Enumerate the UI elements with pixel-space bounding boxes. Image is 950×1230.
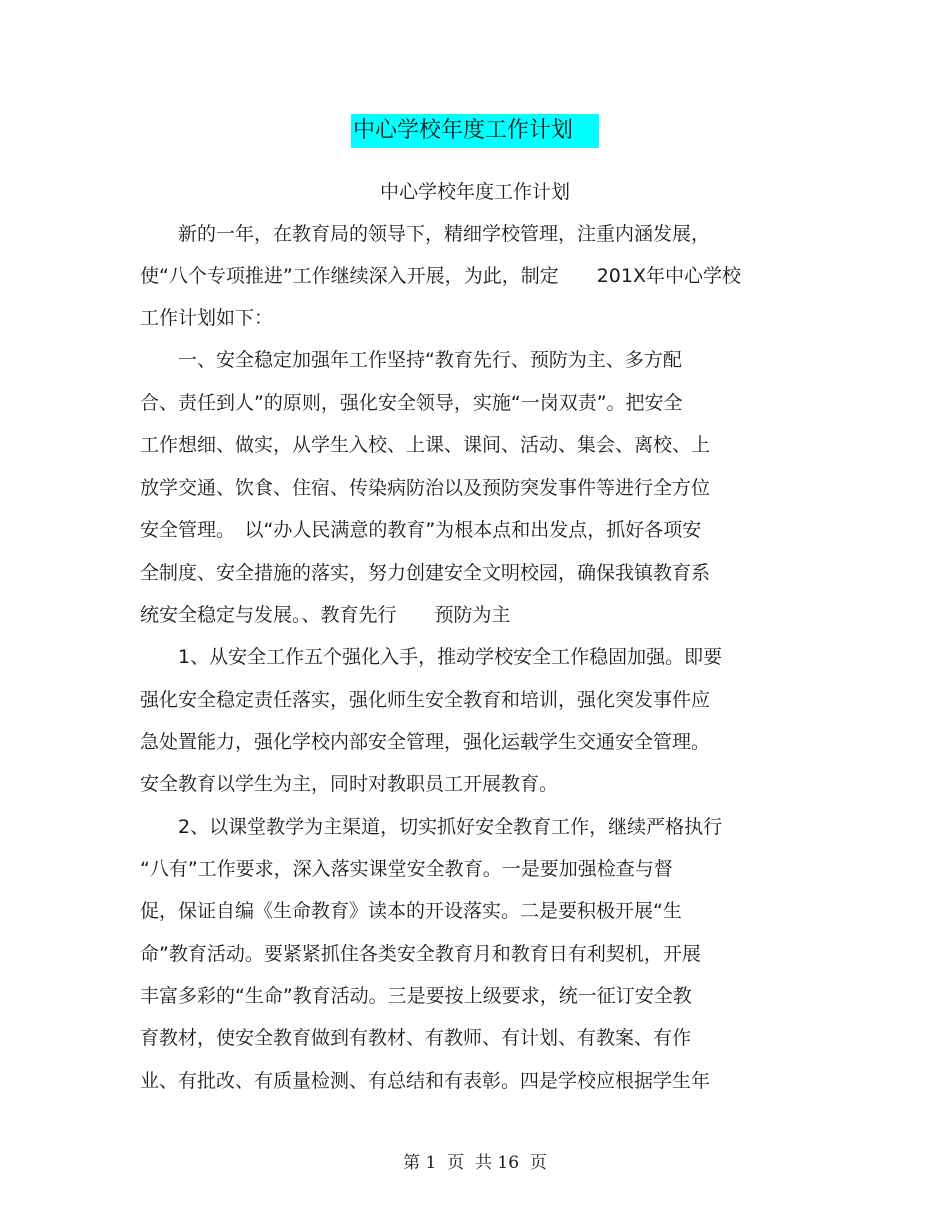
- body-line: 全制度、安全措施的落实，努力创建安全文明校园，确保我镇教育系: [140, 562, 711, 584]
- body-line: 1、从安全工作五个强化入手，推动学校安全工作稳固加强。即要: [140, 646, 723, 668]
- body-line: 安全管理。 以“办人民满意的教育”为根本点和出发点，抓好各项安: [140, 519, 702, 541]
- body-line: 一、安全稳定加强年工作坚持“教育先行、预防为主、多方配: [140, 349, 682, 371]
- body-line: 放学交通、饮食、住宿、传染病防治以及预防突发事件等进行全方位: [140, 477, 711, 499]
- body-line: “八有”工作要求，深入落实课堂安全教育。一是要加强检查与督: [140, 858, 673, 880]
- body-line: 命”教育活动。要紧紧抓住各类安全教育月和教育日有利契机，开展: [140, 943, 701, 965]
- body-line: 新的一年，在教育局的领导下，精细学校管理，注重内涵发展，: [140, 223, 711, 245]
- body-line: 急处置能力，强化学校内部安全管理，强化运载学生交通安全管理。: [140, 731, 711, 753]
- body-line: 安全教育以学生为主，同时对教职员工开展教育。: [140, 773, 559, 795]
- body-line: 育教材，使安全教育做到有教材、有教师、有计划、有教案、有作: [140, 1027, 692, 1049]
- body-line: 使“八个专项推进”工作继续深入开展，为此，制定 201X年中心学校: [140, 265, 741, 287]
- title-container: [0, 114, 950, 148]
- body-line: 强化安全稳定责任落实，强化师生安全教育和培训，强化突发事件应: [140, 689, 711, 711]
- body-line: 丰富多彩的“生命”教育活动。三是要按上级要求，统一征订安全教: [140, 985, 692, 1007]
- body-line: 统安全稳定与发展。、教育先行 预防为主: [140, 604, 511, 626]
- body-line: 工作想细、做实，从学生入校、上课、课间、活动、集会、离校、上: [140, 434, 711, 456]
- body-line: 合、责任到人”的原则，强化安全领导，实施“一岗双责”。把安全: [140, 392, 683, 414]
- body-line: 促，保证自编《生命教育》读本的开设落实。二是要积极开展“生: [140, 900, 682, 922]
- body-line: 业、有批改、有质量检测、有总结和有表彰。四是学校应根据学生年: [140, 1070, 711, 1092]
- page-number: 第 1 页 共 16 页: [403, 1153, 547, 1173]
- document-subtitle: 中心学校年度工作计划: [379, 181, 570, 203]
- body-line: 工作计划如下：: [140, 307, 274, 329]
- document-title: 中心学校年度工作计划: [351, 114, 599, 148]
- body-line: 2、以课堂教学为主渠道，切实抓好安全教育工作，继续严格执行: [140, 816, 723, 838]
